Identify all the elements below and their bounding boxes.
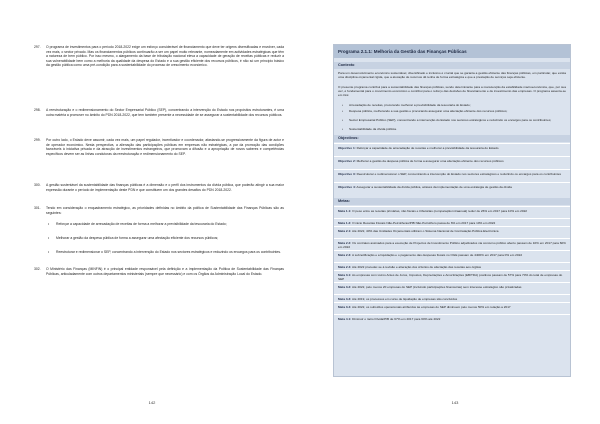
bullet-dot-icon: • [342,109,344,113]
objective-row: Objectivo 3: Reestruturar e redimensionar o SEP, concentrando a intervenção do Estado nos sectores estratégicos e reduzindo os encargos para os contribuintes [334,169,570,177]
goal-row: Meta 2.2: Os contratos assinados para a execução de Projectos de Investimento Público adjudicados via concurso público aberto passam de 10% em 2017 para 60% em 2022 [334,238,570,250]
goal-row: Meta 2.3: A subnotificação e a liquidação e o pagamento das despesas fiscais no OGE passam de 4400% em 2017 para 0% em 2022 [334,250,570,258]
paragraph-297: 297. O programa de investimentos para o período 2018-2022 exige um esforço considerável de financiamento que deve ter origens diversificadas e envolver, cada vez mais, o sector privado. Mas os financiamentos públicos continuarão a ser um papel muito relevante, nomeadamente em actividades estratégicas que têm a natureza de bem público. Por isso mesmo, o alargamento da base de tributação nacional eleva a capacidade de geração de receitas públicas e reduzir a sua vulnerabilidade bem como a melhoria da qualidade da despesa do Estado e a sua gestão eficiente dos recursos públicos, é não só um princípio básico da gestão pública como uma pré-condição para a sustentabilidade do processo de crescimento económico. [34,45,284,68]
objective-row: Objectivo 2: Melhorar a gestão da despesa pública de forma a assegurar uma afectação eficiente dos recursos públicos [334,156,570,164]
bullet-item: • Melhorar a gestão da despesa pública de forma a assegurar uma afectação eficiente dos recursos públicos; [48,236,219,240]
goal-row: Meta 2.4: Até 2022 proceder-se à revisão e alteração dos critérios de afectação das receitas aos órgãos [334,262,570,270]
goal-row: Meta 1.2: O rácio Receitas Fiscais Não-Petrolíferas/PIB Não-Petrolífero passa de 6% em 2017 para 10% em 2022 [334,218,570,226]
objectives-heading: Objectivos: [334,135,570,142]
objective-row: Objectivo 4: Assegurar a sustentabilidade da dívida pública, através da implementação de uma estratégia de gestão da dívida [334,182,570,190]
paragraph-301: 301. Tendo em consideração o enquadramento estratégico, as prioridades definidas no âmbito da política de Sustentabilidade das Finanças Públicas são as seguintes: [34,206,284,215]
paragraph-300: 300. A gestão sustentável da sustentabilidade das finanças públicas é a dimensão e o perfil dos instrumentos da dívida pública, que poderão atingir a sua maior expressão durante o período de implementação deste PDN e que constituem um dos grandes desafios do PDN 2018-2022. [34,183,284,192]
page-number-left: 142 [148,400,156,405]
bullet-item: • Reforçar a capacidade de arrecadação de receitas de forma a melhorar a previsibilidade da tesouraria do Estado; [48,222,227,226]
page-number-right: 143 [451,400,459,405]
bullet-dot-icon: • [342,118,344,122]
goal-row: Meta 3.3: Até 2019, os processos em curso de liquidação de empresas são concluídos [334,294,570,302]
context-bullet: • Despesa pública, melhorando a sua gestão e procurando assegurar uma afectação eficiente dos recursos públicos; [342,109,508,113]
bullet-item: • Reestruturar e redimensionar o SEP, concentrando a intervenção do Estado nos sectores estratégicos e reduzindo os encargos para os contribuintes. [48,250,281,254]
goal-row: Meta 3.1: As empresas com Livros Antes de Juros, Impostos, Depreciações e Amortizações (EBITDA) positivos passam de 57% para 70% do total de empresas do SEP [334,270,570,282]
bullet-dot-icon: • [48,222,50,226]
context-paragraph: O presente programa contribui para a sustentabilidade das finanças públicas, sendo determinante para a manutenção da estabilidade macroeconómica, que, por sua vez, é fundamental para o crescimento económico e contribui para o reforço das decisões de financiamento e de investimento das empresas. O programa assenta-se em três: [338,85,566,98]
goals-heading: Metas: [334,198,570,205]
bullet-dot-icon: • [342,103,344,107]
context-bullet: • Sector Empresarial Público (SEP), concentrando a intervenção do Estado nos sectores estratégicos e reduzindo os encargos para os contribuintes; [342,118,552,122]
context-bullet: • Arrecadação de receitas, procurando melhorar a previsibilidade da tesouraria do Estado; [342,103,471,107]
goal-row: Meta 3.4: Até 2022, os subsídios operacionais atribuídos às empresas do SEP diminuem pelo menos 50% em relação a 2017 [334,302,570,310]
program-title: Programa 2.1.1: Melhoria da Gestão das Finanças Públicas [334,45,570,58]
paragraph-298: 298. A reestruturação e o redimensionamento do Sector Empresarial Público (SEP), concentrando a intervenção do Estado nos propósitos estruturantes, é uma outra matéria a promover no âmbito do PDN 2018-2022, que tem também presente a necessidade de se assegurar a sustentabilidade dos recursos públicos. [34,108,284,117]
bullet-dot-icon: • [48,236,50,240]
bullet-dot-icon: • [342,127,344,131]
paragraph-302: 302. O Ministério das Finanças (MINFIN) é o principal entidade responsável pela definição e a implementação da Política de Sustentabilidade das Finanças Públicas, articuladamente com outros departamentos ministeriais (sempre que necessário) e com os Órgãos da Administração Local do Estado. [34,267,284,276]
goal-row: Meta 1.1: O peso entre as receitas primárias, não fiscais e tributárias (comparação intraanual) reduz de 26% em 2017 para 10% em 2022 [334,206,570,214]
context-paragraph: Para um desenvolvimento económico sustentável, diversificado e inclusivo é crucial que se garanta a gestão eficiente das finanças públicas, em particular, que exista uma disciplina orçamental rígida, que a alocação de recursos dê tenha de forma estratégica e que a prestação de serviços seja eficiente. [338,71,566,80]
goal-row: Meta 4.1: Diminuir o rácio Dívida/PIB de 67% em 2017 para 60% até 2022 [334,314,570,322]
context-heading: Contexto [334,62,570,69]
objective-row: Objectivo 1: Reforçar a capacidade de arrecadação de receitas e melhorar a previsibilidade da tesouraria do Estado [334,143,570,151]
goal-row: Meta 3.2: Até 2022, pelo menos 20 empresas do SEP (incluindo participações financeiras) sem interesse estratégico são privatizadas [334,282,570,290]
bullet-dot-icon: • [48,250,50,254]
program-box [333,44,571,377]
context-bullet: • Sustentabilidade da dívida pública. [342,127,397,131]
paragraph-299: 299. Por outro lado, o Estado deve assumir, cada vez mais, um papel regulador, incentivador e coordenador, afastando-se progressivamente da figura de actor e de operador económico. Nesta perspectiva, a alienação das participações públicas em empresas não estratégicas, a par da promoção das condições favoráveis à iniciativa privada e da atracção de investimentos estrangeiros, que promovam a difusão e a apropriação de novos saberes e competências específicos devem ser as linhas condutoras da reestruturação e redimensionamento do SEP. [34,138,284,156]
goal-row: Meta 2.1: Até 2022, 40% das Unidades Orçamentais utilizam o Sistema Nacional de Contratação Pública Electrónica [334,226,570,234]
